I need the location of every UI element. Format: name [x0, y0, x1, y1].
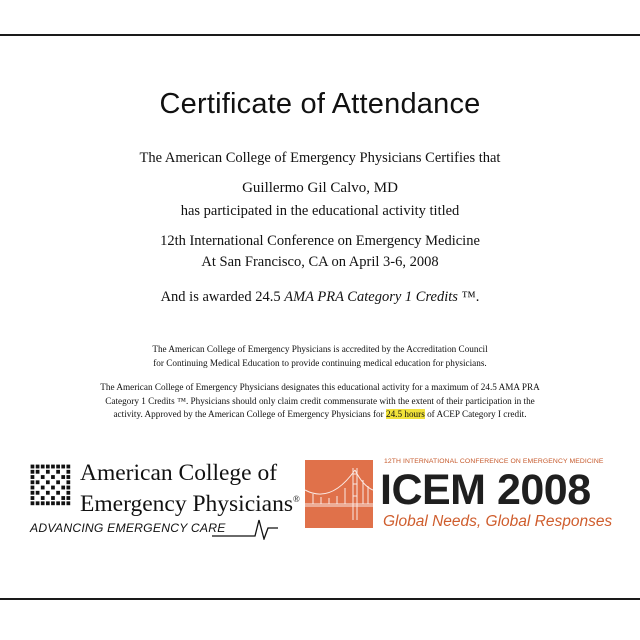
- recipient-name: Guillermo Gil Calvo, MD: [242, 180, 398, 196]
- acep-grid-cell: [66, 480, 70, 484]
- designation-line-1: The American College of Emergency Physicians designates this educational activity for a maximum of 24.5 AMA PRA: [100, 382, 540, 392]
- acep-grid-cell: [51, 465, 55, 469]
- certifies-line: The American College of Emergency Physicians Certifies that: [139, 150, 501, 166]
- acep-grid-cell: [46, 501, 50, 505]
- award-prefix: And is awarded 24.5: [160, 289, 285, 305]
- acep-grid-cell: [66, 475, 70, 479]
- acep-grid-cell: [56, 491, 60, 495]
- acep-grid-cell: [41, 501, 45, 505]
- accreditation-line-2: for Continuing Medical Education to provide continuing medical education for physicians.: [153, 357, 487, 368]
- participation-line: has participated in the educational activity titled: [180, 203, 460, 219]
- acep-grid-cell: [61, 475, 65, 479]
- activity-title: 12th International Conference on Emergency Medicine: [160, 233, 480, 249]
- acep-grid-cell: [31, 465, 35, 469]
- acep-grid-cell: [46, 470, 50, 474]
- acep-grid-cell: [46, 480, 50, 484]
- bottom-border-line: [0, 598, 640, 600]
- acep-tagline: ADVANCING EMERGENCY CARE: [30, 521, 226, 535]
- certificate-title: Certificate of Attendance: [159, 88, 481, 120]
- acep-grid-cell: [56, 465, 60, 469]
- acep-grid-cell: [31, 491, 35, 495]
- acep-name: [80, 460, 300, 517]
- acep-grid-cell: [61, 486, 65, 490]
- acep-grid-cell: [51, 501, 55, 505]
- acep-grid-cell: [36, 480, 40, 484]
- designation-statement: [0, 381, 640, 422]
- golden-gate-bridge-icon: [305, 460, 373, 528]
- accreditation-line-1: The American College of Emergency Physicians is accredited by the Accreditation Council: [152, 344, 488, 354]
- acep-grid-cell: [41, 475, 45, 479]
- award-suffix: ™.: [457, 289, 480, 305]
- acep-grid-cell: [41, 496, 45, 500]
- icem-name: ICEM 2008: [380, 466, 591, 514]
- acep-grid-cell: [31, 470, 35, 474]
- acep-grid-cell: [61, 496, 65, 500]
- acep-grid-cell: [31, 496, 35, 500]
- icem-subtitle: Global Needs, Global Responses: [383, 513, 613, 530]
- acep-grid-cell: [41, 486, 45, 490]
- accreditation-statement: [0, 343, 640, 370]
- acep-grid-cell: [36, 470, 40, 474]
- acep-grid-cell: [66, 465, 70, 469]
- acep-grid-cell: [56, 480, 60, 484]
- award-credit: AMA PRA Category 1 Credits: [284, 289, 458, 305]
- acep-grid-cell: [61, 501, 65, 505]
- acep-grid-cell: [31, 480, 35, 484]
- acep-grid-cell: [51, 475, 55, 479]
- registered-mark: ®: [292, 494, 300, 504]
- acep-grid-cell: [66, 491, 70, 495]
- icem-logo-box: [305, 460, 373, 528]
- acep-grid-cell: [56, 501, 60, 505]
- acep-grid-cell: [31, 486, 35, 490]
- acep-grid-cell: [41, 465, 45, 469]
- acep-grid-cell: [66, 501, 70, 505]
- award-line: [0, 289, 640, 306]
- acep-grid-cell: [31, 501, 35, 505]
- acep-grid-cell: [51, 496, 55, 500]
- highlighted-hours: 24.5 hours: [385, 409, 425, 419]
- acep-grid-cell: [51, 486, 55, 490]
- acep-grid-cell: [66, 486, 70, 490]
- acep-grid-cell: [36, 465, 40, 469]
- acep-grid-cell: [31, 475, 35, 479]
- designation-line-3: activity. Approved by the American College of Emergency Physicians for 24.5 hours of ACEP Category I credit.: [113, 409, 527, 419]
- acep-grid-cell: [56, 470, 60, 474]
- heartbeat-line-icon: [212, 514, 278, 540]
- acep-grid-cell: [46, 491, 50, 495]
- acep-grid-cell: [61, 465, 65, 469]
- activity-location: At San Francisco, CA on April 3-6, 2008: [201, 254, 439, 270]
- designation-line-2: Category 1 Credits ™. Physicians should only claim credit commensurate with the extent of their participation in the: [105, 395, 535, 406]
- top-border-line: [0, 34, 640, 36]
- acep-grid-icon: [30, 464, 71, 506]
- acep-grid-cell: [36, 491, 40, 495]
- acep-grid-cell: [46, 465, 50, 469]
- acep-grid-cell: [36, 501, 40, 505]
- acep-name-line-1: American College of: [80, 460, 278, 486]
- acep-grid-cell: [66, 470, 70, 474]
- icem-conference-label: 12TH INTERNATIONAL CONFERENCE ON EMERGENCY MEDICINE: [384, 458, 604, 465]
- acep-name-line-2: Emergency Physicians®: [80, 490, 300, 517]
- acep-grid-cell: [66, 496, 70, 500]
